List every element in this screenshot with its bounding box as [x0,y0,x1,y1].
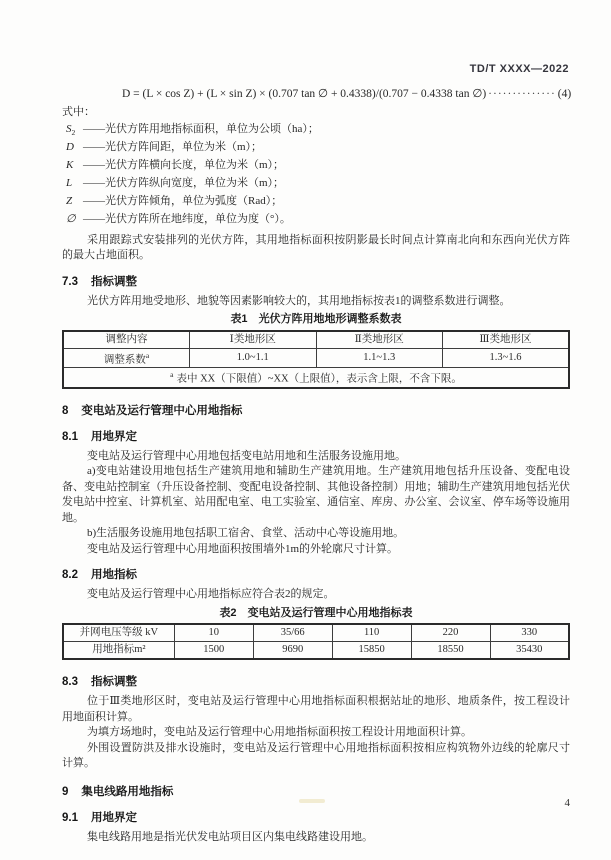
table-2-value-cell: 10 [174,624,253,642]
section-7-3-paragraph: 光伏方阵用地受地形、地貌等因素影响较大的，其用地指标按表1的调整系数进行调整。 [87,294,511,307]
section-8-3-paragraph-3: 外围设置防洪及排水设施时，变电站及运行管理中心用地指标面积按相应构筑物外边线的轮廓尺寸计算。 [62,741,570,770]
symbol-row-z: Z ——光伏方阵倾角，单位为弧度（Rad）； [66,195,283,208]
section-8-3-paragraph-2: 为填方场地时，变电站及运行管理中心用地指标面积按工程设计用地面积计算。 [87,726,472,739]
table-2-row-indicator [63,642,569,660]
symbol-row-l: L ——光伏方阵纵向宽度，单位为米（m）； [66,177,285,190]
symbol-definition-list [62,122,570,231]
symbol-row-k: K ——光伏方阵横向长度，单位为米（m）； [66,158,285,171]
table-2-value-cell: 110 [332,624,411,642]
table-2-caption: 表2 变电站及运行管理中心用地指标表 [219,606,413,619]
header-doc-code: TD/T XXXX—2022 [469,63,569,75]
section-heading-9: 9 集电线路用地指标 [62,785,174,798]
table-1-value-cell: 1.3~1.6 [443,348,570,368]
table-2-value-cell: 9690 [253,642,332,660]
section-8-1-paragraph-b: b)生活服务设施用地包括职工宿舍、食堂、活动中心等设施用地。 [87,527,405,540]
table-1-row-label: 调整系数$^a$ [63,348,190,368]
table-1-footnote-row [63,368,569,388]
symbol-row-d: D ——光伏方阵间距，单位为米（m）； [66,140,263,153]
table-1-data-row [63,348,569,368]
table-1-caption: 表1 光伏方阵用地地形调整系数表 [230,313,402,326]
table-2-value-cell: 18550 [411,642,490,660]
symbol-row-s2: $S_2$ ——光伏方阵用地指标面积，单位为公顷（ha）； [66,122,319,137]
table-2-row-voltage [63,624,569,642]
table-1-value-cell: 1.0~1.1 [190,348,317,368]
table-2-value-cell: 1500 [174,642,253,660]
table-2-row2-label: 用地指标m² [63,642,174,660]
section-heading-8-3: 8.3 指标调整 [62,676,137,689]
table-1-header-cell: Ⅰ类地形区 [190,331,317,349]
table-2-value-cell: 220 [411,624,490,642]
page-number: 4 [564,797,570,809]
section-8-1-paragraph-a: a)变电站建设用地包括生产建筑用地和辅助生产建筑用地。生产建筑用地包括升压设备、变配电设备、变电站控制室（升压设备控制、变配电设备控制、其他设备控制）用地；辅助生产建筑用地包括光伏发电站中控室、计算机室、站用配电室、电工实验室、通信室、库房、办公室、会议室、停车场等设施用地。 [62,465,570,524]
section-8-1-paragraph-4: 变电站及运行管理中心用地面积按围墙外1m的外轮廓尺寸计算。 [87,542,399,555]
formula-where-label: 式中： [62,106,95,118]
page-content [62,86,570,845]
section-9-1-paragraph: 集电线路用地是指光伏发电站项目区内集电线路建设用地。 [87,830,373,843]
tracking-install-paragraph: 采用跟踪式安装排列的光伏方阵，其用地指标面积按阴影最长时间点计算南北向和东西向光伏方阵的最大占地面积。 [62,233,570,262]
formula-number: (4) [557,88,572,100]
table-2-value-cell: 15850 [332,642,411,660]
table-1-header-row [63,331,569,349]
table-2-row1-label: 并网电压等级 kV [63,624,174,642]
table-2-value-cell: 330 [490,624,569,642]
section-heading-8: 8 变电站及运行管理中心用地指标 [62,404,243,417]
table-1-header-cell: 调整内容 [63,331,190,349]
symbol-row-phi: ∅ ——光伏方阵所在地纬度，单位为度（°）。 [66,213,291,226]
section-heading-7-3: 7.3 指标调整 [62,275,137,288]
formula-4 [62,86,570,103]
table-1-footnote: $^a$ 表中 XX（下限值）~XX（上限值），表示含上限，不含下限。 [63,368,569,388]
formula-leader-dots: ·············· [488,88,556,100]
section-heading-8-2: 8.2 用地指标 [62,569,137,582]
table-1-header-cell: Ⅲ类地形区 [443,331,570,349]
table-1-header-cell: Ⅱ类地形区 [316,331,443,349]
section-8-2-paragraph: 变电站及运行管理中心用地指标应符合表2的规定。 [87,588,335,601]
table-2-value-cell: 35430 [490,642,569,660]
table-2-value-cell: 35/66 [253,624,332,642]
section-8-1-paragraph-1: 变电站及运行管理中心用地包括变电站用地和生活服务设施用地。 [87,449,406,462]
section-8-3-paragraph-1: 位于Ⅲ类地形区时，变电站及运行管理中心用地指标面积根据站址的地形、地质条件，按工程设计用地面积计算。 [62,695,570,723]
table-1-value-cell: 1.1~1.3 [316,348,443,368]
formula-text: D = (L × cos Z) + (L × sin Z) × (0.707 tan ∅ + 0.4338)/(0.707 − 0.4338 tan ∅) [122,88,487,100]
table-2 [62,623,570,660]
section-heading-9-1: 9.1 用地界定 [62,811,137,824]
section-heading-8-1: 8.1 用地界定 [62,430,137,443]
table-1 [62,330,570,389]
scan-artifact-mark [299,799,325,803]
